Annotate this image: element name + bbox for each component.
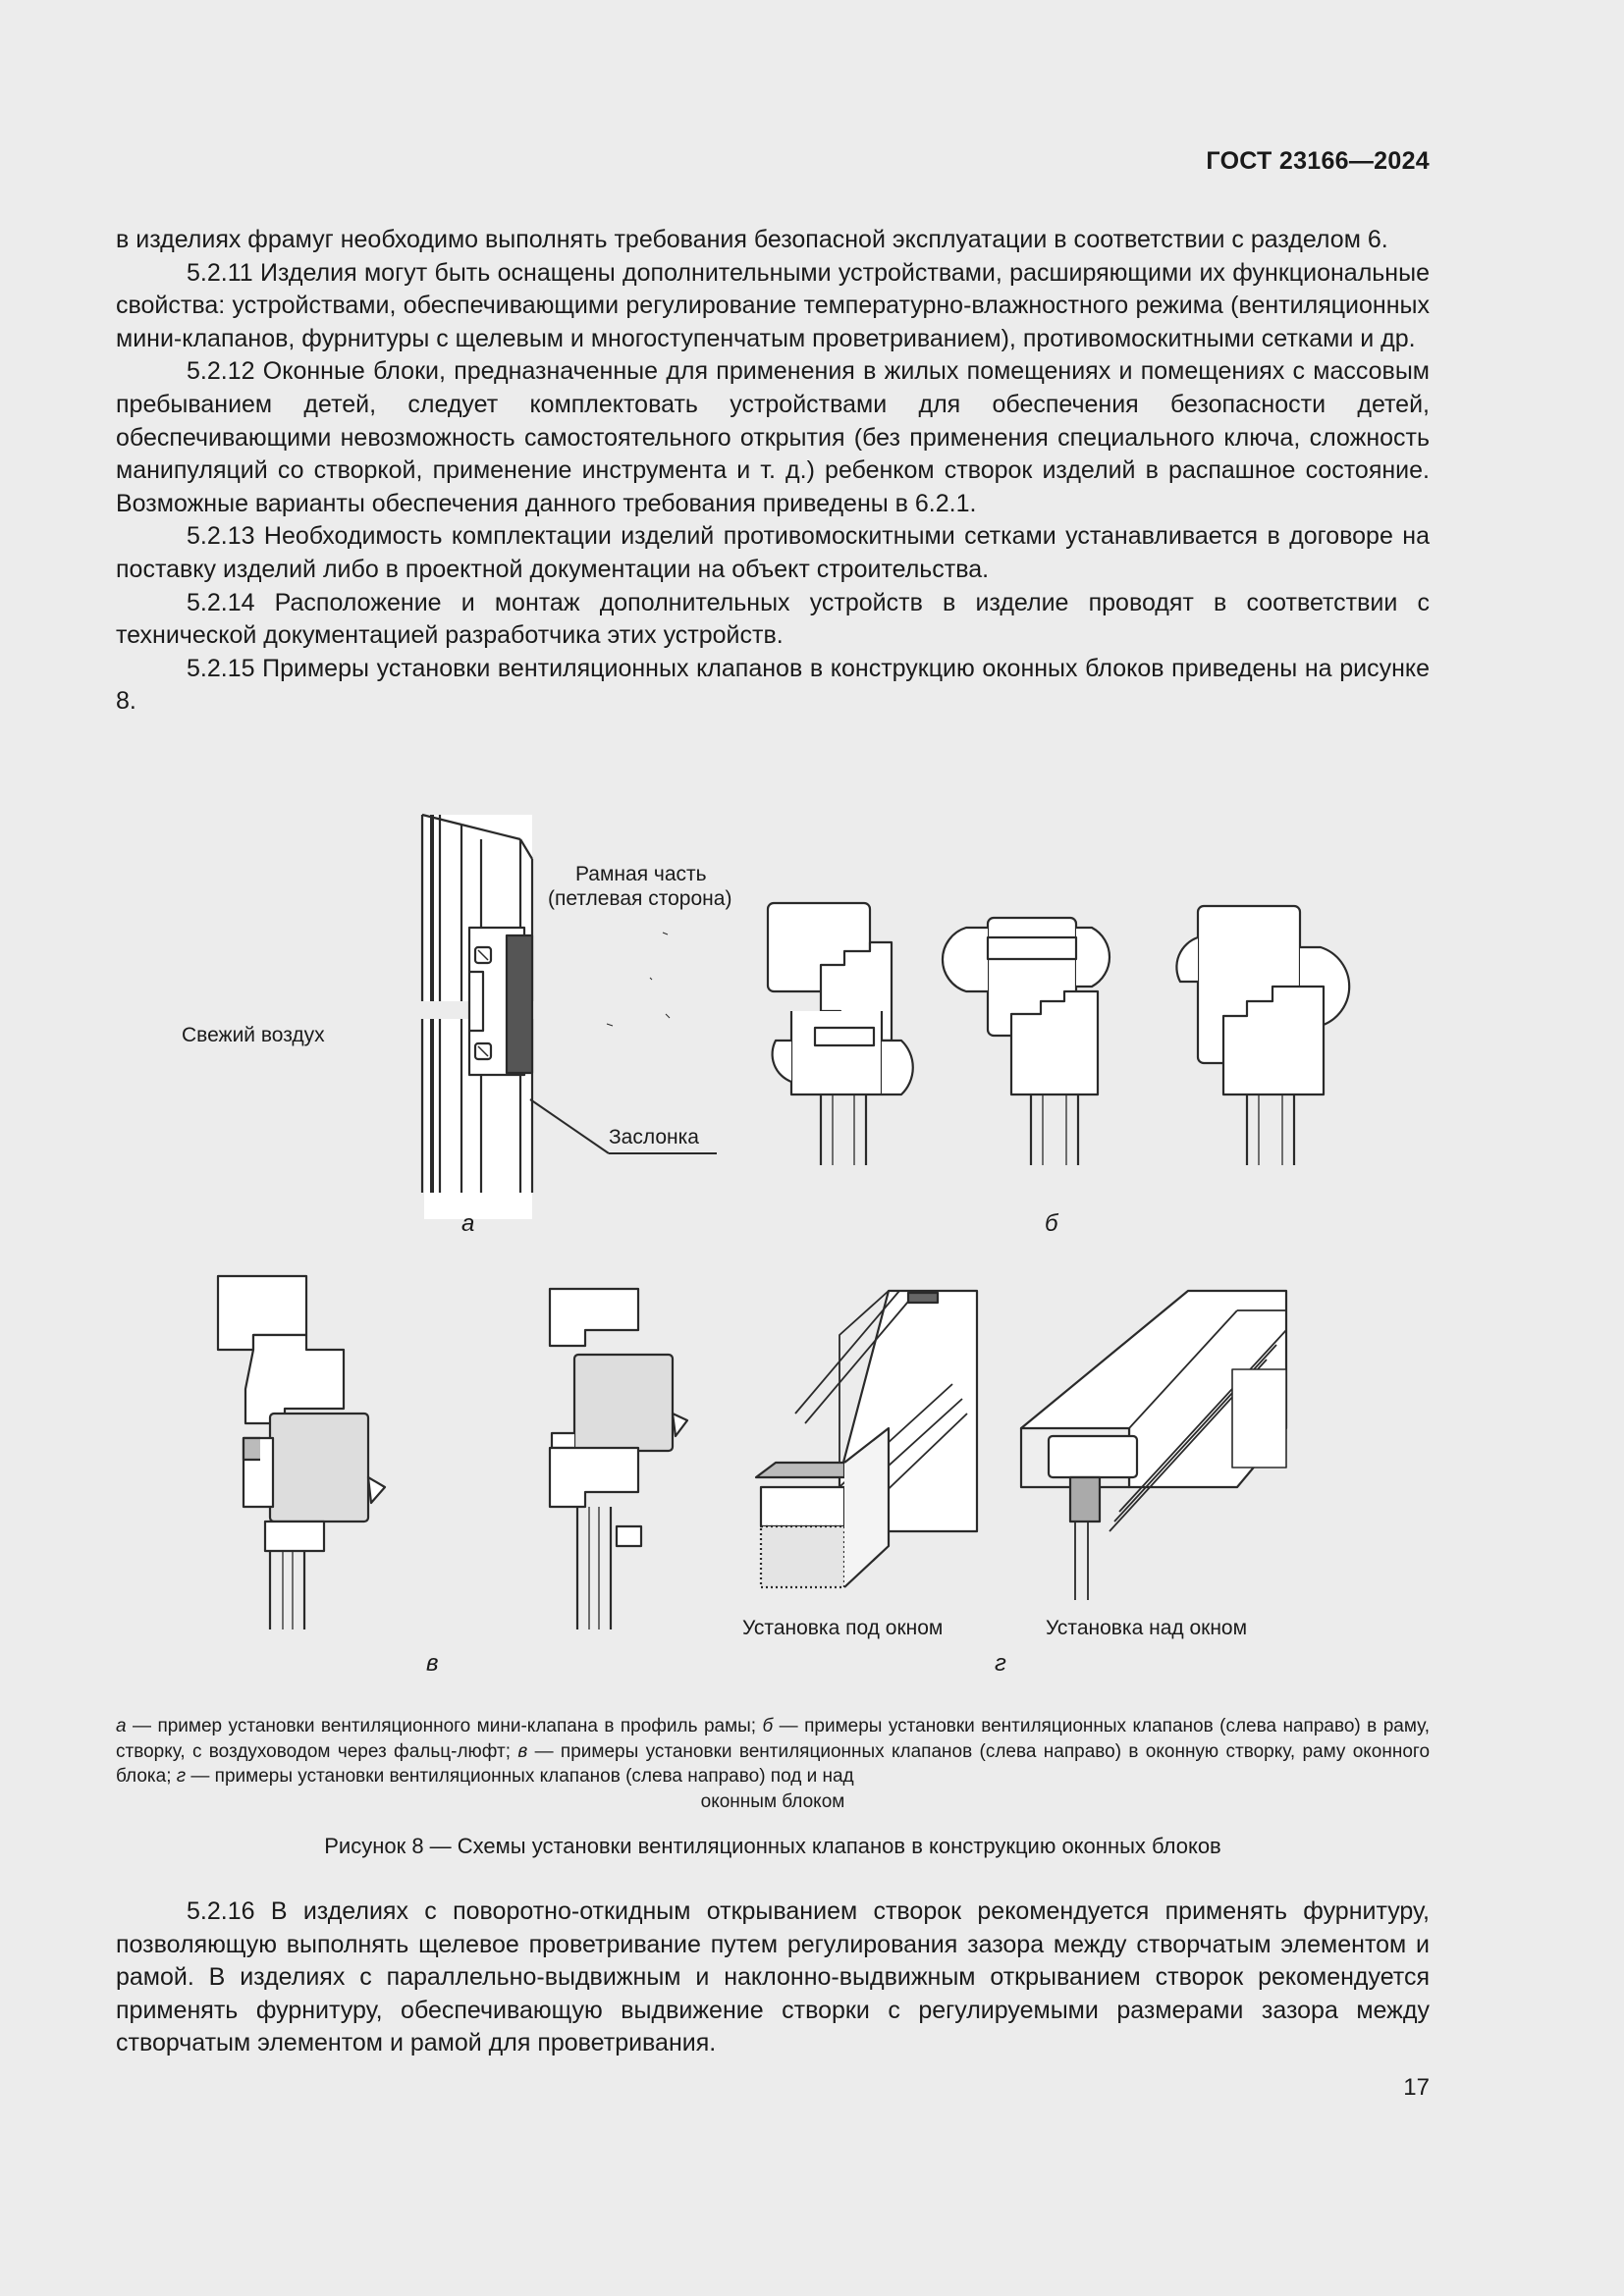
subfig-label-v: в bbox=[426, 1650, 439, 1677]
drawing-b-section-frame bbox=[768, 903, 913, 1165]
drawing-b-section-sash bbox=[943, 918, 1110, 1165]
figure-8 bbox=[0, 800, 1624, 1683]
paragraph-5-2-16: 5.2.16 В изделиях с поворотно-откидным открыванием створок рекомендуется применять фурнитуру, позволяющую выполнять щелевое проветривание путем регулирования зазора между створчатым элементом и рамой. В изделиях с параллельно-выдвижным и наклонно-выдвижным открыванием створок рекомендуется применять фурнитуру, обеспечивающую выдвижение створки с регулируемыми размерами зазора между створчатым элементом и рамой для проветривания. bbox=[116, 1897, 1430, 2057]
body-text-top bbox=[116, 224, 1430, 719]
label-frame-part-1: Рамная часть bbox=[575, 863, 707, 885]
drawing-g-over-window bbox=[1021, 1291, 1286, 1600]
label-frame-part-2: (петлевая сторона) bbox=[548, 887, 732, 910]
paragraph-5-2-12: 5.2.12 Оконные блоки, предназначенные для применения в жилых помещениях и помещениях с массовым пребыванием детей, следует комплектовать устройствами для обеспечения безопасности детей, обеспечивающими невозможность самостоятельного открытия (без применения специального ключа, сложность манипуляций со створкой, применение инструмента и т. д.) ребенком створок изделий в распашное состояние. Возможные варианты обеспечения данного требования приведены в 6.2.1. bbox=[116, 357, 1430, 517]
page-number: 17 bbox=[1403, 2074, 1430, 2101]
legend-letter-b: б bbox=[762, 1716, 774, 1736]
paragraph-5-2-13: 5.2.13 Необходимость комплектации изделий противомоскитными сетками устанавливается в договоре на поставку изделий либо в проектной документации на объект строительства. bbox=[116, 522, 1430, 583]
label-damper: Заслонка bbox=[609, 1126, 699, 1148]
drawing-v-sash bbox=[218, 1276, 385, 1629]
legend-text-g-tail: оконным блоком bbox=[700, 1790, 845, 1812]
paragraph-5-2-15: 5.2.15 Примеры установки вентиляционных клапанов в конструкцию оконных блоков приведены на рисунке 8. bbox=[116, 654, 1430, 716]
legend-text-b: — примеры установки вентиляционных клапанов (слева направо) в раму, створку, с воздуховодом через фальц-люфт; bbox=[116, 1716, 1430, 1762]
legend-letter-a: а bbox=[116, 1716, 127, 1736]
drawing-b-section-airduct bbox=[1176, 906, 1349, 1165]
paragraph-5-2-11: 5.2.11 Изделия могут быть оснащены дополнительными устройствами, расширяющими их функциональные свойства: устройствами, обеспечивающими регулирование температурно-влажностного режима (вентиляционных мини-клапанов, фурнитуры с щелевым и многоступенчатым проветриванием), противомоскитными сетками и др. bbox=[116, 258, 1430, 352]
paragraph-continuation: в изделиях фрамуг необходимо выполнять требования безопасной эксплуатации в соответствии с разделом 6. bbox=[116, 226, 1388, 253]
drawing-v-frame bbox=[550, 1289, 687, 1629]
label-fresh-air: Свежий воздух bbox=[182, 1024, 325, 1046]
legend-letter-g: г bbox=[176, 1766, 187, 1787]
body-text-bottom bbox=[116, 1896, 1430, 2060]
standard-header: ГОСТ 23166—2024 bbox=[1206, 147, 1430, 175]
figure-drawings bbox=[0, 800, 1624, 1683]
subfig-label-a: а bbox=[461, 1210, 475, 1237]
legend-letter-v: в bbox=[517, 1740, 528, 1762]
legend-text-g: — примеры установки вентиляционных клапанов (слева направо) под и над bbox=[186, 1766, 854, 1787]
label-over-window: Установка над окном bbox=[1046, 1617, 1248, 1639]
subfig-label-g: г bbox=[995, 1650, 1006, 1677]
paragraph-5-2-14: 5.2.14 Расположение и монтаж дополнительных устройств в изделие проводят в соответствии с технической документацией разработчика этих устройств. bbox=[116, 588, 1430, 650]
figure-legend bbox=[116, 1714, 1430, 1814]
legend-text-v: — примеры установки вентиляционных клапанов (слева направо) в оконную створку, раму оконного блока; bbox=[116, 1740, 1431, 1787]
legend-text-a: — пример установки вентиляционного мини-клапана в профиль рамы; bbox=[126, 1716, 763, 1736]
subfig-label-b: б bbox=[1045, 1210, 1058, 1237]
drawing-g-under-window bbox=[756, 1291, 977, 1587]
figure-caption: Рисунок 8 — Схемы установки вентиляционных клапанов в конструкцию оконных блоков bbox=[324, 1834, 1221, 1858]
label-under-window: Установка под окном bbox=[742, 1617, 944, 1639]
